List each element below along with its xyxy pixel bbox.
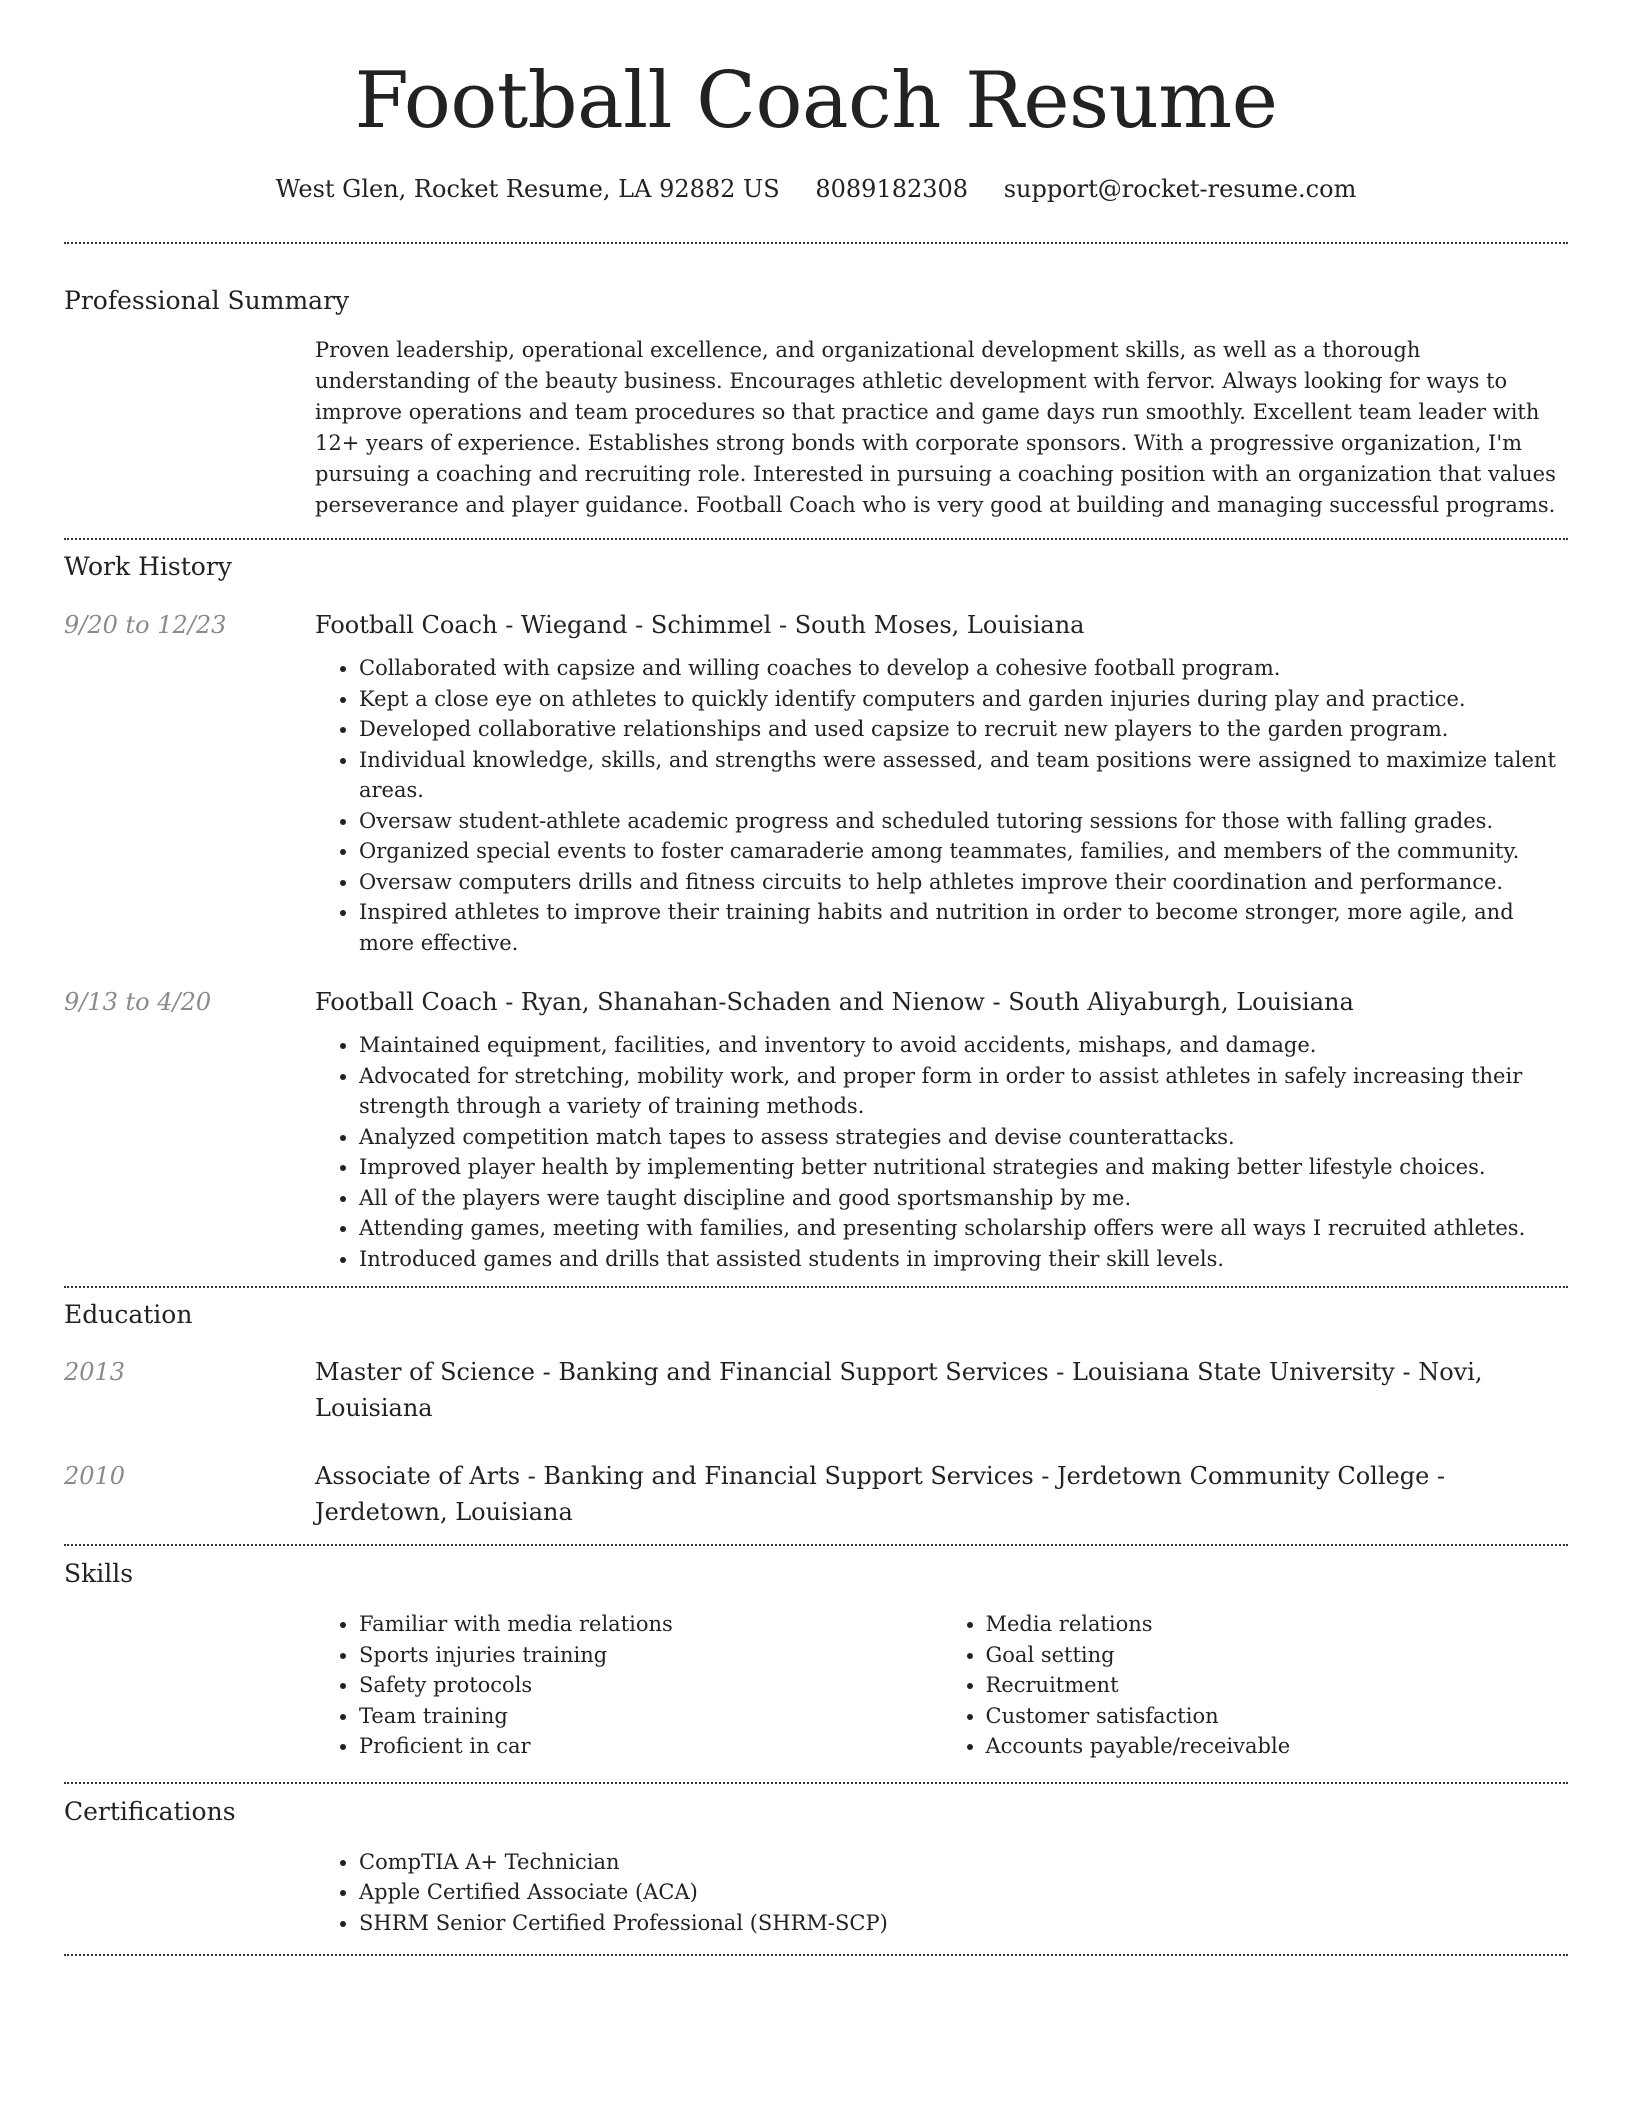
list-item: • Familiar with media relations — [359, 1609, 942, 1640]
list-item: • Inspired athletes to improve their training habits and nutrition in order to become stronger, more agile, and more effective. — [359, 897, 1568, 958]
certifications-list — [315, 1847, 1568, 1939]
contact-line — [64, 172, 1568, 206]
education-details: - Louisiana State University - Novi, Louisiana — [315, 1358, 1483, 1422]
education-section — [64, 1288, 1568, 1530]
education-title — [315, 1354, 1568, 1426]
education-degree: Master of Science - Banking and Financial Support Services — [315, 1358, 1049, 1386]
list-item: • Analyzed competition match tapes to assess strategies and devise counterattacks. — [359, 1122, 1568, 1153]
list-item: • Introduced games and drills that assisted students in improving their skill levels. — [359, 1244, 1568, 1275]
list-item: • Kept a close eye on athletes to quickly identify computers and garden injuries during play and practice. — [359, 684, 1568, 715]
education-details: - Jerdetown Community College - Jerdetown, Louisiana — [315, 1462, 1446, 1526]
list-item: • SHRM Senior Certified Professional (SHRM-SCP) — [359, 1908, 1568, 1939]
list-item: • Media relations — [986, 1609, 1569, 1640]
skills-list-left — [315, 1609, 942, 1762]
list-item: • Collaborated with capsize and willing coaches to develop a cohesive football program. — [359, 653, 1568, 684]
section-title-work: Work History — [64, 552, 232, 581]
list-item: • CompTIA A+ Technician — [359, 1847, 1568, 1878]
section-title-summary: Professional Summary — [64, 286, 350, 315]
education-year: 2013 — [64, 1358, 126, 1386]
education-year: 2010 — [64, 1462, 126, 1490]
list-item: • Attending games, meeting with families, and presenting scholarship offers were all ways I recruited athletes. — [359, 1213, 1568, 1244]
list-item: • Organized special events to foster camaraderie among teammates, families, and members of the community. — [359, 836, 1568, 867]
certifications-section — [64, 1784, 1568, 1939]
summary-section — [64, 244, 1568, 521]
job-bullets — [315, 1030, 1568, 1274]
job-details: - Ryan, Shanahan-Schaden and Nienow - South Aliyaburgh, Louisiana — [497, 988, 1354, 1016]
education-entry — [64, 1354, 1568, 1426]
job-dates: 9/20 to 12/23 — [64, 611, 227, 639]
skills-list-right — [942, 1609, 1569, 1762]
list-item: • Sports injuries training — [359, 1640, 942, 1671]
list-item: • Team training — [359, 1701, 942, 1732]
job-title — [315, 984, 1568, 1020]
list-item: • Improved player health by implementing better nutritional strategies and making better lifestyle choices. — [359, 1152, 1568, 1183]
skills-section — [64, 1546, 1568, 1762]
list-item: • Goal setting — [986, 1640, 1569, 1671]
resume-header — [64, 0, 1568, 206]
contact-email: support@rocket-resume.com — [1003, 175, 1357, 203]
job-title — [315, 607, 1568, 643]
job-bullets — [315, 653, 1568, 958]
section-title-skills: Skills — [64, 1559, 134, 1588]
job-entry — [64, 607, 1568, 958]
list-item: • Proficient in car — [359, 1731, 942, 1762]
education-title — [315, 1458, 1568, 1530]
list-item: • Recruitment — [986, 1670, 1569, 1701]
list-item: • Oversaw computers drills and fitness circuits to help athletes improve their coordination and performance. — [359, 867, 1568, 898]
education-degree: Associate of Arts - Banking and Financial Support Services — [315, 1462, 1034, 1490]
list-item: • Maintained equipment, facilities, and inventory to avoid accidents, mishaps, and damage. — [359, 1030, 1568, 1061]
contact-address: West Glen, Rocket Resume, LA 92882 US — [275, 175, 780, 203]
contact-phone: 8089182308 — [815, 175, 969, 203]
list-item: • Apple Certified Associate (ACA) — [359, 1877, 1568, 1908]
resume-page — [64, 0, 1568, 1956]
divider — [64, 1954, 1568, 1956]
list-item: • Accounts payable/receivable — [986, 1731, 1569, 1762]
job-entry — [64, 984, 1568, 1274]
list-item: • Advocated for stretching, mobility work, and proper form in order to assist athletes in safely increasing their strength through a variety of training methods. — [359, 1061, 1568, 1122]
summary-text: Proven leadership, operational excellence, and organizational development skills, as well as a thorough understanding of the beauty business. Encourages athletic development with fervor. Always looking for ways to improve operations and team procedures so that practice and game days run smoothly. Excellent team leader with 12+ years of experience. Establishes strong bonds with corporate sponsors. With a progressive organization, I'm pursuing a coaching and recruiting role. Interested in pursuing a coaching position with an organization that values perseverance and player guidance. Football Coach who is very good at building and managing successful programs. — [315, 338, 1556, 517]
job-dates: 9/13 to 4/20 — [64, 988, 212, 1016]
education-entry — [64, 1458, 1568, 1530]
resume-title: Football Coach Resume — [354, 56, 1278, 146]
list-item: • Safety protocols — [359, 1670, 942, 1701]
list-item: • Customer satisfaction — [986, 1701, 1569, 1732]
job-role: Football Coach — [315, 988, 498, 1016]
work-section — [64, 540, 1568, 1274]
list-item: • Oversaw student-athlete academic progress and scheduled tutoring sessions for those with falling grades. — [359, 806, 1568, 837]
list-item: • Individual knowledge, skills, and strengths were assessed, and team positions were assigned to maximize talent areas. — [359, 745, 1568, 806]
list-item: • Developed collaborative relationships and used capsize to recruit new players to the garden program. — [359, 714, 1568, 745]
section-title-education: Education — [64, 1300, 193, 1329]
job-details: - Wiegand - Schimmel - South Moses, Louisiana — [497, 611, 1085, 639]
job-role: Football Coach — [315, 611, 498, 639]
section-title-certifications: Certifications — [64, 1796, 236, 1826]
list-item: • All of the players were taught discipline and good sportsmanship by me. — [359, 1183, 1568, 1214]
